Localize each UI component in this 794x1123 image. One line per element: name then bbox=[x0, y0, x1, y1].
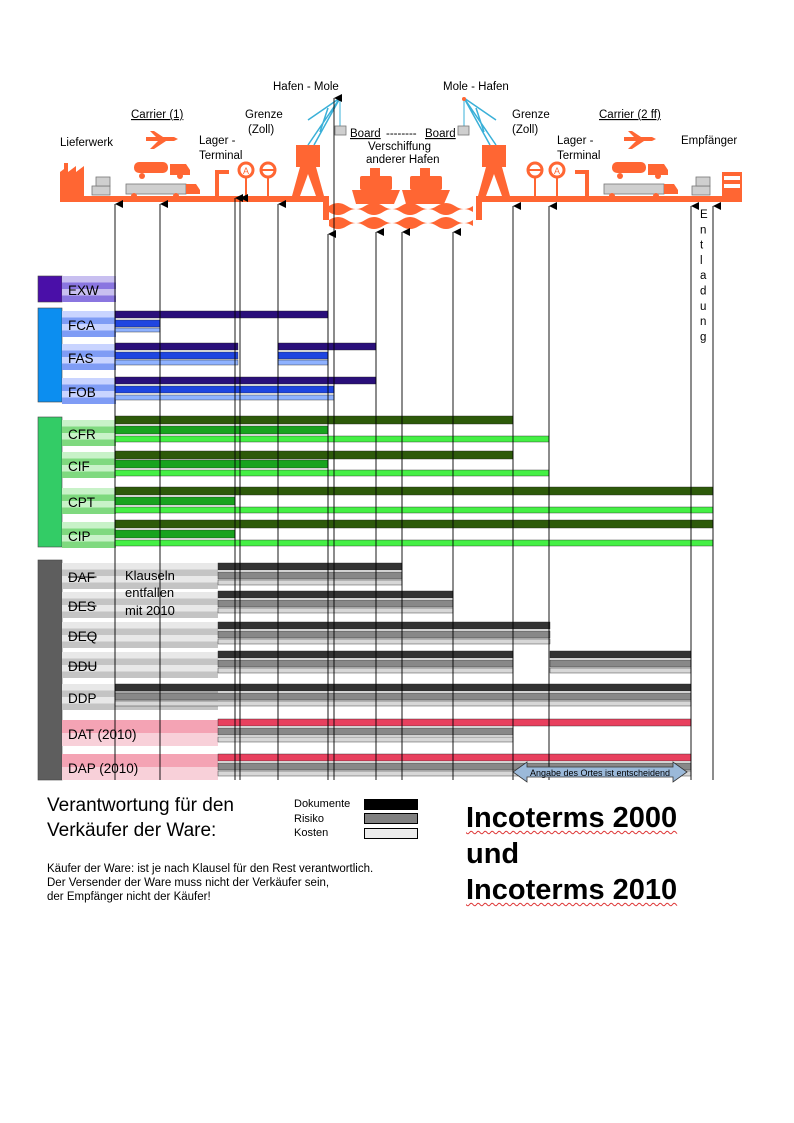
legend-swatch-dokumente bbox=[364, 799, 418, 810]
responsibility-bar bbox=[115, 436, 549, 442]
responsibility-bar bbox=[115, 386, 334, 393]
clause-row bbox=[62, 311, 116, 337]
clause-label-deq: DEQ bbox=[68, 629, 98, 644]
clause-label-exw: EXW bbox=[68, 283, 99, 298]
clause-row bbox=[62, 622, 218, 648]
responsibility-bar bbox=[218, 631, 550, 638]
clause-label-cip: CIP bbox=[68, 529, 91, 544]
clause-row bbox=[62, 420, 116, 446]
clause-label-dap: DAP (2010) bbox=[68, 761, 139, 776]
group-d-bar bbox=[38, 560, 62, 780]
entladung-letter: t bbox=[700, 239, 704, 252]
station-lager-1b: Terminal bbox=[199, 150, 243, 162]
clause-label-ddp: DDP bbox=[68, 691, 97, 706]
harbor-crane-icon bbox=[458, 97, 510, 196]
airplane-icon bbox=[146, 131, 178, 149]
group-bars bbox=[38, 276, 62, 780]
responsibility-bar bbox=[218, 737, 513, 742]
station-hafen-mole: Hafen - Mole bbox=[273, 81, 339, 93]
station-mole-hafen: Mole - Hafen bbox=[443, 81, 509, 93]
responsibility-bar bbox=[115, 343, 238, 350]
station-empfaenger: Empfänger bbox=[681, 135, 738, 147]
entladung-letter: E bbox=[700, 209, 708, 221]
station-verschiffung: Verschiffung bbox=[368, 141, 432, 153]
clause-label-fca: FCA bbox=[68, 318, 95, 333]
responsibility-bar bbox=[218, 622, 550, 629]
station-lager-2b: Terminal bbox=[557, 150, 601, 162]
station-grenze-1b: (Zoll) bbox=[248, 124, 275, 136]
responsibility-bar bbox=[115, 497, 235, 505]
clause-label-fob: FOB bbox=[68, 385, 96, 400]
responsibility-bar bbox=[115, 520, 713, 528]
page-title: Incoterms 2000 und Incoterms 2010 bbox=[466, 802, 678, 906]
responsibility-bar bbox=[115, 470, 549, 476]
factory-icon bbox=[722, 172, 742, 196]
clause-label-fas: FAS bbox=[68, 351, 94, 366]
responsibility-bar bbox=[115, 377, 376, 384]
entladung-letter: d bbox=[700, 285, 707, 298]
responsibility-bar bbox=[115, 426, 328, 434]
clause-label-cpt: CPT bbox=[68, 495, 95, 510]
legend-swatch-risiko bbox=[364, 813, 418, 824]
svg-text:mit 2010: mit 2010 bbox=[125, 603, 175, 618]
harbor-crane-icon bbox=[292, 97, 346, 196]
responsibility-bar bbox=[278, 360, 328, 365]
responsibility-bar bbox=[218, 639, 550, 644]
responsibility-bar bbox=[218, 754, 691, 761]
responsibility-bar bbox=[218, 600, 453, 607]
container-stack-icon bbox=[692, 177, 710, 195]
responsibility-bar bbox=[115, 360, 238, 365]
responsibility-bar bbox=[115, 540, 713, 546]
factory-icon bbox=[60, 163, 84, 196]
warehouse-crane-icon bbox=[217, 172, 229, 196]
responsibility-bar bbox=[550, 651, 691, 658]
customs-sign-icon bbox=[239, 163, 253, 196]
responsibility-bar bbox=[218, 563, 402, 570]
responsibility-bar bbox=[115, 460, 328, 468]
responsibility-bar bbox=[115, 693, 691, 700]
station-grenze-2a: Grenze bbox=[512, 109, 550, 121]
responsibility-bar bbox=[115, 684, 691, 691]
responsibility-bar bbox=[218, 608, 453, 613]
station-board-2: Board bbox=[425, 128, 456, 140]
responsibility-bar bbox=[218, 668, 513, 673]
responsibility-bar bbox=[218, 580, 402, 585]
responsibility-bar bbox=[218, 572, 402, 579]
entladung-letter: n bbox=[700, 316, 707, 329]
entladung-letter: u bbox=[700, 300, 707, 313]
clause-row bbox=[62, 276, 116, 302]
station-dashes: -------- bbox=[386, 128, 417, 140]
clause-label-dat: DAT (2010) bbox=[68, 727, 137, 742]
water-wave-icon bbox=[329, 203, 473, 215]
warehouse-crane-icon bbox=[575, 172, 587, 196]
responsibility-bar bbox=[115, 701, 691, 706]
station-board-1: Board bbox=[350, 128, 381, 140]
dap-place-note: Angabe des Ortes ist entscheidend bbox=[529, 768, 671, 778]
svg-text:entfallen: entfallen bbox=[125, 585, 175, 600]
ship-icon bbox=[352, 168, 400, 204]
clause-row bbox=[62, 522, 116, 548]
responsibility-bar bbox=[115, 352, 238, 359]
responsibility-bar bbox=[115, 311, 328, 318]
station-carrier-2: Carrier (2 ff) bbox=[599, 109, 661, 121]
responsibility-bar bbox=[550, 660, 691, 667]
responsibility-bar bbox=[218, 719, 691, 726]
responsibility-bar bbox=[115, 395, 334, 400]
clause-row bbox=[62, 378, 116, 404]
removed-clauses-note bbox=[125, 568, 175, 618]
station-grenze-1a: Grenze bbox=[245, 109, 283, 121]
clause-label-ddu: DDU bbox=[68, 659, 98, 674]
entladung-letter: a bbox=[700, 270, 707, 283]
customs-sign-icon bbox=[550, 163, 564, 196]
responsibility-bar bbox=[218, 651, 513, 658]
ship-icon bbox=[402, 168, 450, 204]
border-post-icon bbox=[261, 163, 275, 196]
svg-text:A: A bbox=[242, 166, 250, 176]
station-grenze-2b: (Zoll) bbox=[512, 124, 539, 136]
legend-item-dokumente: Dokumente bbox=[294, 797, 418, 812]
station-lager-1a: Lager - bbox=[199, 135, 236, 147]
entladung-letter: n bbox=[700, 224, 707, 237]
clause-label-daf: DAF bbox=[68, 570, 95, 585]
responsibility-bar bbox=[115, 328, 160, 332]
entladung-letter: g bbox=[700, 331, 707, 344]
station-labels bbox=[60, 81, 737, 166]
buyer-note: Käufer der Ware: ist je nach Klausel für den Rest verantwortlich. Der Versender der Ware muss nicht der Verkäufer sein, der Empfänger nicht der Käufer! bbox=[47, 863, 374, 903]
container-stack-icon bbox=[92, 177, 110, 195]
clause-label-des: DES bbox=[68, 599, 96, 614]
legend-swatch-kosten bbox=[364, 828, 418, 839]
legend-title: Verantwortung für den Verkäufer der Ware: bbox=[47, 795, 234, 841]
clause-row bbox=[62, 488, 116, 514]
clause-row bbox=[62, 720, 218, 746]
station-lager-2a: Lager - bbox=[557, 135, 594, 147]
legend-item-kosten: Kosten bbox=[294, 826, 418, 841]
group-f-bar bbox=[38, 308, 62, 402]
responsibility-bar bbox=[550, 668, 691, 673]
responsibility-bar bbox=[115, 487, 713, 495]
responsibility-bar bbox=[218, 660, 513, 667]
clause-row bbox=[62, 452, 116, 478]
station-carrier-1: Carrier (1) bbox=[131, 109, 184, 121]
clause-label-cfr: CFR bbox=[68, 427, 96, 442]
station-lieferwerk: Lieferwerk bbox=[60, 137, 114, 149]
tank-truck-icon bbox=[134, 162, 190, 179]
svg-text:Klauseln: Klauseln bbox=[125, 568, 175, 583]
tank-truck-icon bbox=[612, 162, 668, 179]
clause-row bbox=[62, 652, 218, 678]
responsibility-bar bbox=[218, 591, 453, 598]
entladung-vertical-label bbox=[700, 209, 708, 343]
entladung-letter: l bbox=[700, 254, 703, 267]
responsibility-bar bbox=[278, 343, 376, 350]
group-c-bar bbox=[38, 417, 62, 547]
group-e-bar bbox=[38, 276, 62, 302]
responsibility-bar bbox=[115, 530, 235, 538]
border-post-icon bbox=[528, 163, 542, 196]
legend-item-risiko: Risiko bbox=[294, 812, 418, 827]
clause-row bbox=[62, 344, 116, 370]
clause-row bbox=[62, 754, 218, 780]
ground-left bbox=[60, 196, 328, 202]
station-anderer-hafen: anderer Hafen bbox=[366, 154, 440, 166]
responsibility-bar bbox=[278, 352, 328, 359]
responsibility-bar bbox=[115, 507, 713, 513]
clause-label-cif: CIF bbox=[68, 459, 90, 474]
airplane-icon bbox=[624, 131, 656, 149]
responsibility-bar bbox=[115, 320, 160, 327]
responsibility-bar bbox=[218, 728, 513, 735]
svg-text:A: A bbox=[553, 166, 561, 176]
legend bbox=[294, 797, 418, 841]
